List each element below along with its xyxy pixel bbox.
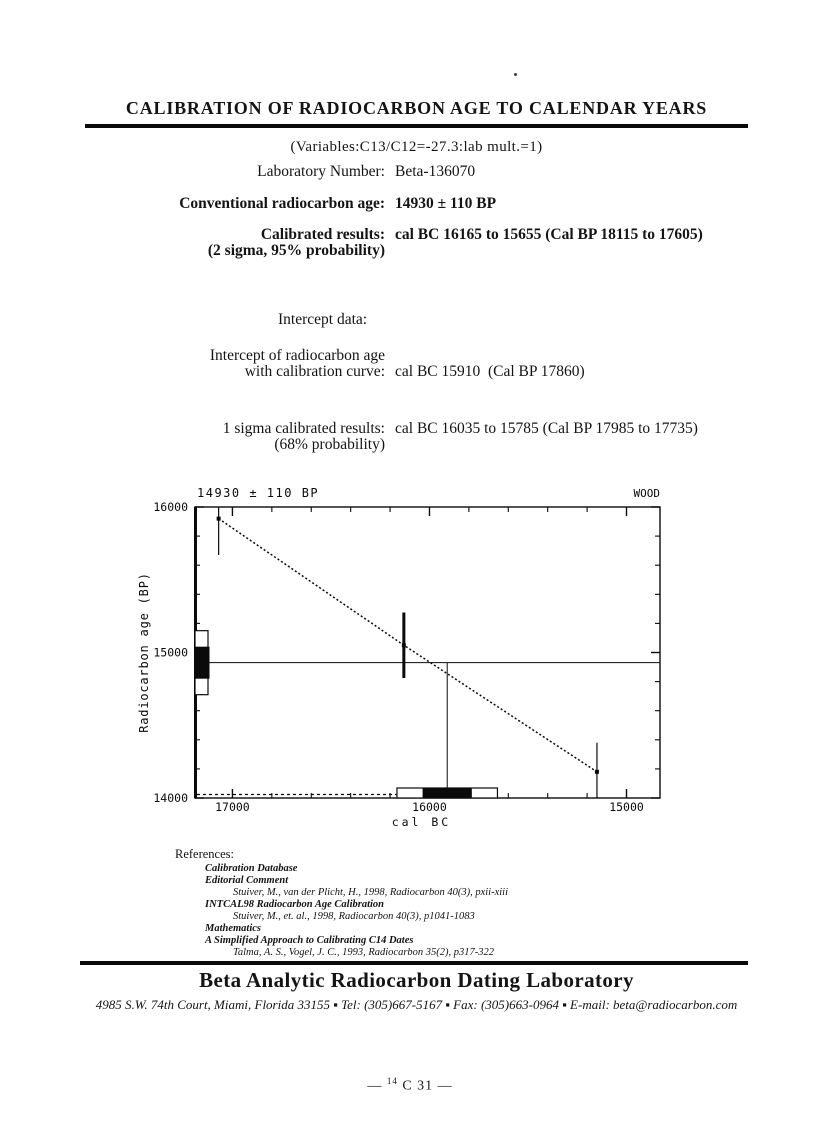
intercept-label: Intercept of radiocarbon age with calibration curve: [209, 347, 385, 380]
x-tick-label: 17000 [215, 800, 250, 814]
references-heading: References: [175, 847, 234, 861]
x-tick-label: 15000 [609, 800, 644, 814]
laboratory-number-label: Laboratory Number: [257, 163, 385, 180]
curve-point-marker [595, 770, 599, 774]
laboratory-number-value: Beta-136070 [395, 163, 476, 180]
calibration-curve [219, 519, 597, 772]
lab-name: Beta Analytic Radiocarbon Dating Laboratory [199, 968, 634, 992]
reference-item: INTCAL98 Radiocarbon Age Calibration [205, 899, 385, 910]
conventional-age-label: Conventional radiocarbon age: [179, 195, 385, 212]
intercept-value: cal BC 15910 (Cal BP 17860) [395, 363, 585, 380]
curve-point-marker [217, 517, 221, 521]
y-tick-label: 14000 [153, 791, 188, 805]
y-tick-label: 15000 [153, 645, 188, 660]
y-axis-title: Radiocarbon age (BP) [137, 572, 151, 733]
y-tick-label: 16000 [153, 500, 188, 514]
references-section [175, 848, 655, 959]
one-sigma-label: 1 sigma calibrated results: (68% probability) [222, 420, 385, 453]
isotope-superscript: 14 [386, 1076, 398, 1086]
lab-address: 4985 S.W. 74th Court, Miami, Florida 33155 ▪ Tel: (305)667-5167 ▪ Fax: (305)663-0964 ▪ E-mail: beta@radiocarbon.com [95, 997, 738, 1012]
sample-material-label: WOOD [633, 487, 660, 500]
sample-age-annotation: 14930 ± 110 BP [197, 486, 320, 500]
reference-item: A Simplified Approach to Calibrating C14 Dates [205, 935, 414, 946]
reference-item: Talma, A. S., Vogel, J. C., 1993, Radiocarbon 35(2), p317-322 [233, 947, 495, 958]
title-rule [85, 124, 748, 128]
reference-item: Mathematics [205, 923, 262, 934]
page-title: CALIBRATION OF RADIOCARBON AGE TO CALENDAR YEARS [125, 98, 708, 118]
reference-item: Stuiver, M., et. al., 1998, Radiocarbon 40(3), p1041-1083 [233, 911, 475, 922]
page-number: — $^{14}$ C 31 — [367, 1076, 453, 1094]
curve-point-marker [402, 643, 406, 647]
one-sigma-value: cal BC 16035 to 15785 (Cal BP 17985 to 17735) [395, 420, 698, 437]
conventional-age-value: 14930 ± 110 BP [395, 195, 497, 212]
reference-item: Stuiver, M., van der Plicht, H., 1998, Radiocarbon 40(3), pxii-xiii [233, 887, 508, 898]
references-list [175, 863, 655, 959]
variables-line: (Variables:C13/C12=-27.3:lab mult.=1) [290, 139, 543, 155]
calibrated-results-sublabel: (2 sigma, 95% probability) [207, 242, 385, 259]
x-tick-label: 16000 [412, 800, 447, 814]
reference-item: Calibration Database [205, 863, 298, 874]
calibrated-results-label: Calibrated results: (2 sigma, 95% probability) [207, 226, 385, 259]
age-1sigma-box [195, 647, 210, 679]
intercept-data-heading: Intercept data: [278, 311, 368, 328]
calibrated-1sigma-box [423, 788, 472, 798]
x-axis-title: cal BC [391, 815, 452, 829]
calibrated-results-value: cal BC 16165 to 15655 (Cal BP 18115 to 17605) [395, 226, 703, 243]
footer-rule [80, 961, 748, 965]
calibration-chart [130, 480, 675, 835]
reference-item: Editorial Comment [205, 875, 289, 886]
scan-artifact-dot [514, 73, 517, 76]
